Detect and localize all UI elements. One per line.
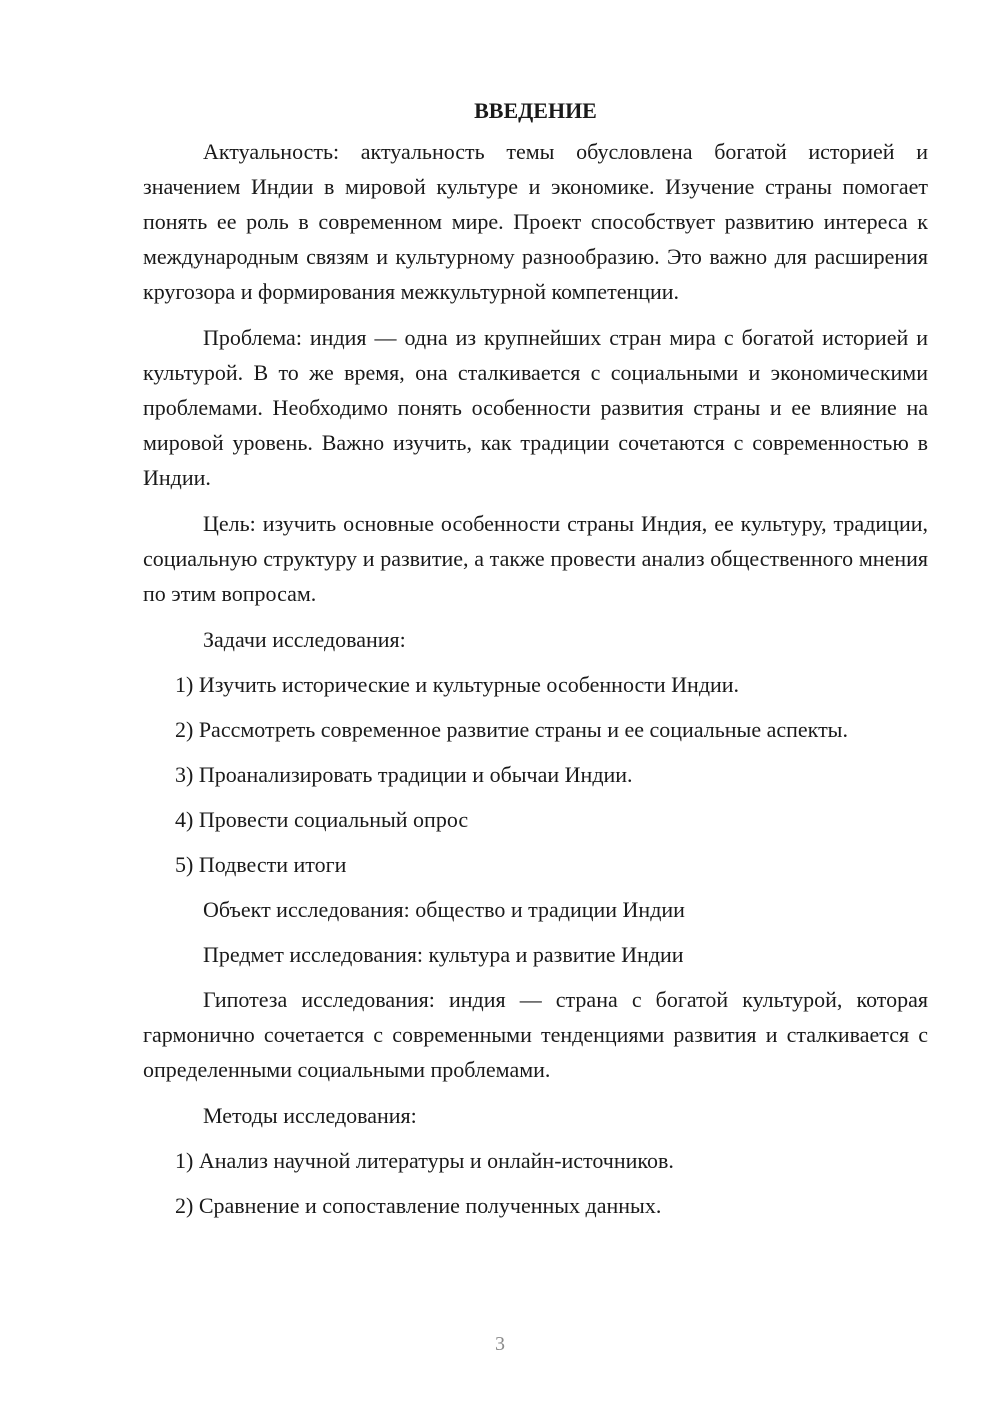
page-title: ВВЕДЕНИЕ: [474, 98, 597, 123]
hypothesis-paragraph: Гипотеза исследования: индия — страна с богатой культурой, которая гармонично сочетается с современными тенденциями развития и сталкивается с определенными социальными проблемами.: [143, 987, 928, 1082]
relevance-paragraph: Актуальность: актуальность темы обусловлена богатой историей и значением Индии в мировой культуре и экономике. Изучение страны помогает понять ее роль в современном мире. Проект способствует развитию интереса к международным связям и культурному разнообразию. Это важно для расширения кругозора и формирования межкультурной компетенции.: [143, 139, 928, 304]
task-item-2: 2) Рассмотреть современное развитие страны и ее социальные аспекты.: [175, 717, 848, 742]
page-number: 3: [495, 1333, 505, 1355]
method-item-2: 2) Сравнение и сопоставление полученных данных.: [175, 1193, 662, 1218]
goal-paragraph: Цель: изучить основные особенности страны Индия, ее культуру, традиции, социальную структуру и развитие, а также провести анализ общественного мнения по этим вопросам.: [143, 511, 928, 606]
task-item-5: 5) Подвести итоги: [175, 852, 347, 877]
task-item-1: 1) Изучить исторические и культурные особенности Индии.: [175, 672, 740, 697]
problem-paragraph: Проблема: индия — одна из крупнейших стран мира с богатой историей и культурой. В то же время, она сталкивается с социальными и экономическими проблемами. Необходимо понять особенности развития страны и ее влияние на мировой уровень. Важно изучить, как традиции сочетаются с современностью в Индии.: [143, 325, 928, 490]
methods-heading: Методы исследования:: [203, 1103, 417, 1128]
tasks-heading: Задачи исследования:: [203, 627, 406, 652]
research-object: Объект исследования: общество и традиции Индии: [203, 897, 685, 922]
task-item-3: 3) Проанализировать традиции и обычаи Индии.: [175, 762, 633, 787]
research-subject: Предмет исследования: культура и развитие Индии: [203, 942, 684, 967]
task-item-4: 4) Провести социальный опрос: [175, 807, 469, 832]
document-page: [143, 93, 928, 1233]
method-item-1: 1) Анализ научной литературы и онлайн-источников.: [175, 1148, 674, 1173]
